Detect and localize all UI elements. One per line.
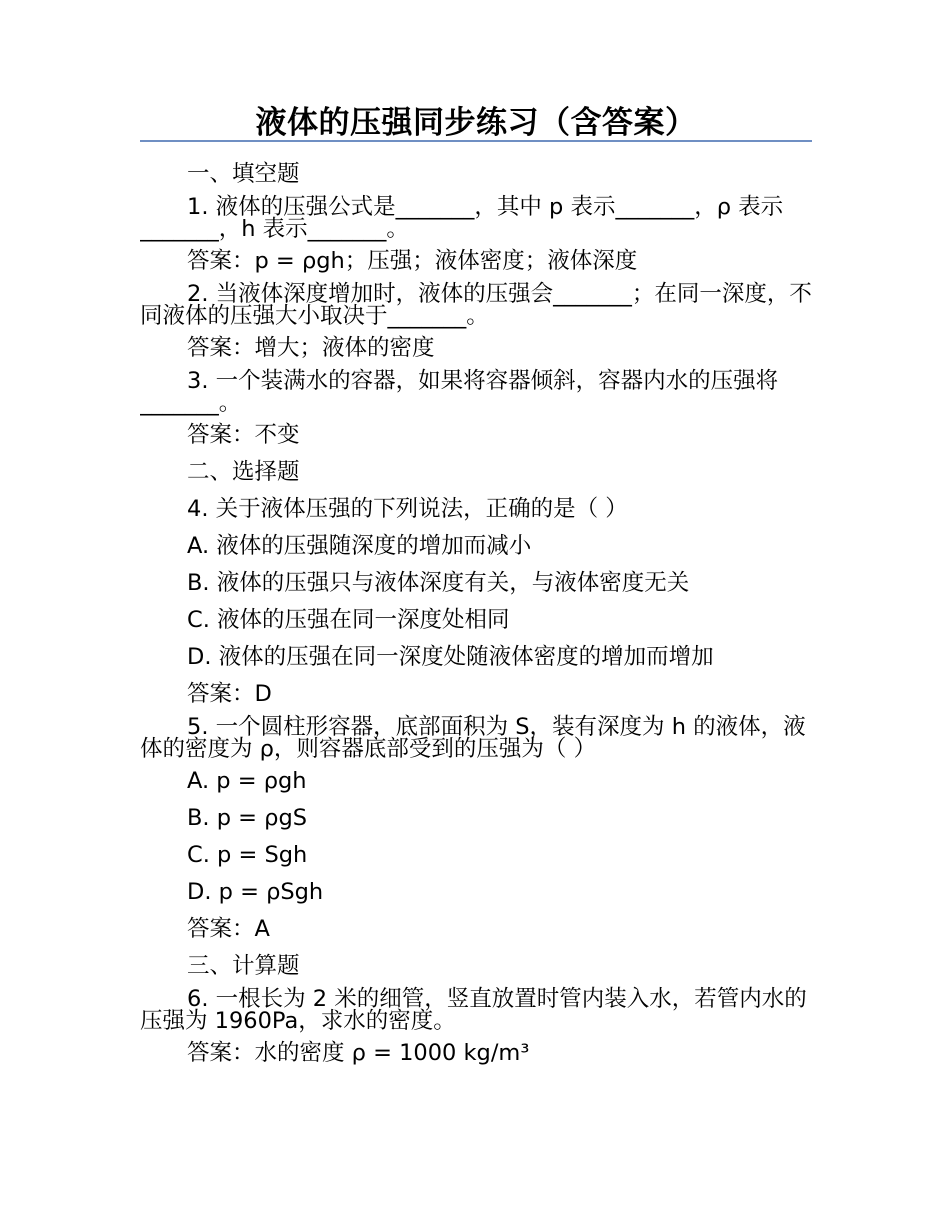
answer-4: 答案：D [187, 681, 272, 707]
question-4-option-b: B. 液体的压强只与液体深度有关，与液体密度无关 [187, 570, 690, 596]
section-calculation: 三、计算题 [187, 953, 300, 979]
question-4-option-c: C. 液体的压强在同一深度处相同 [187, 607, 510, 633]
answer-6: 答案：水的密度 ρ = 1000 kg/m³ [187, 1040, 530, 1066]
question-4-option-a: A. 液体的压强随深度的增加而减小 [187, 533, 532, 559]
answer-3: 答案：不变 [187, 422, 300, 448]
section-fill-blank: 一、填空题 [187, 161, 300, 187]
question-6: 6. 一根长为 2 米的细管，竖直放置时管内装入水，若管内水的压强为 1960Pa，求水的密度。 [140, 986, 807, 1034]
section-multiple-choice: 二、选择题 [187, 459, 300, 485]
question-1: 1. 液体的压强公式是_______，其中 p 表示_______，ρ 表示_______，h 表示_______。 [140, 194, 784, 242]
answer-2: 答案：增大；液体的密度 [187, 335, 435, 361]
question-4-option-d: D. 液体的压强在同一深度处随液体密度的增加而增加 [187, 644, 714, 670]
question-5-option-c: C. p = Sgh [187, 842, 308, 868]
question-5: 5. 一个圆柱形容器，底部面积为 S，装有深度为 h 的液体，液体的密度为 ρ，则容器底部受到的压强为（ ） [140, 714, 806, 762]
question-4: 4. 关于液体压强的下列说法，正确的是（ ） [187, 496, 628, 522]
question-5-option-d: D. p = ρSgh [187, 879, 324, 905]
answer-5: 答案：A [187, 916, 270, 942]
question-5-option-b: B. p = ρgS [187, 805, 308, 831]
question-3: 3. 一个装满水的容器，如果将容器倾斜，容器内水的压强将_______。 [140, 368, 779, 416]
answer-1: 答案：p = ρgh；压强；液体密度；液体深度 [187, 248, 638, 274]
question-2: 2. 当液体深度增加时，液体的压强会_______；在同一深度，不同液体的压强大小取决于_______。 [140, 281, 812, 329]
question-5-option-a: A. p = ρgh [187, 768, 307, 794]
document-page [140, 100, 812, 1072]
document-title: 液体的压强同步练习（含答案） [255, 105, 697, 141]
